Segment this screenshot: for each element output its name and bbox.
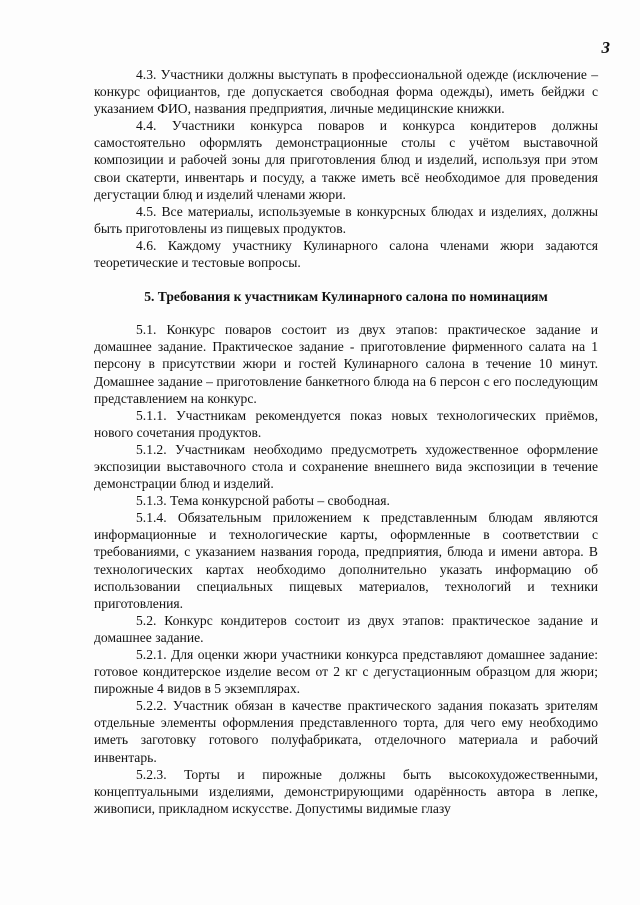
paragraph-5-2: 5.2. Конкурс кондитеров состоит из двух этапов: практическое задание и домашнее задание. [94,612,598,645]
paragraph-5-1: 5.1. Конкурс поваров состоит из двух этапов: практическое задание и домашнее задание. Практическое задание - приготовление фирменного салата на 1 персону в присутствии жюри и гостей Кулинарного салона в течение 10 минут. Домашнее задание – приготовление банкетного блюда на 6 персон с его последующим представлением на конкурс. [94,322,598,406]
paragraph-4-4: 4.4. Участники конкурса поваров и конкурса кондитеров должны самостоятельно оформлять демонстрационные столы с учётом выставочной композиции и рабочей зоны для приготовления блюд и изделий, используя при этом свои скатерти, инвентарь и посуду, а также иметь всё необходимое для проведения дегустации блюд и изделий членами жюри. [94,118,598,202]
paragraph-5-2-1: 5.2.1. Для оценки жюри участники конкурса представляют домашнее задание: готовое кондитерское изделие весом от 2 кг с дегустационным образцом для жюри; пирожные 4 видов в 5 экземплярах. [94,647,598,697]
section-5-heading: 5. Требования к участникам Кулинарного салона по номинациям [144,289,548,305]
paragraph-4-6: 4.6. Каждому участнику Кулинарного салона членами жюри задаются теоретические и тестовые вопросы. [94,237,598,271]
paragraph-5-2-2: 5.2.2. Участник обязан в качестве практического задания показать зрителям отдельные элементы оформления представленного торта, для чего ему необходимо иметь заготовку готового полуфабриката, отделочного материала и рабочий инвентарь. [94,698,598,765]
document-body [94,66,598,817]
paragraph-5-1-2: 5.1.2. Участникам необходимо предусмотреть художественное оформление экспозиции выставочного стола и сохранение внешнего вида экспозиции в течение демонстрации блюд и изделий. [94,441,598,492]
paragraph-5-2-3: 5.2.3. Торты и пирожные должны быть высокохудожественными, концептуальными изделиями, демонстрирующими одарённость автора в лепке, живописи, прикладном искусстве. Допустимы видимые глазу [94,766,598,816]
paragraph-4-3: 4.3. Участники должны выступать в профессиональной одежде (исключение – конкурс официантов, где допускается свободная форма одежды), иметь бейджи с указанием ФИО, названия предприятия, личные медицинские книжки. [94,67,598,117]
paragraph-5-1-1: 5.1.1. Участникам рекомендуется показ новых технологических приёмов, нового сочетания продуктов. [94,407,598,440]
paragraph-4-5: 4.5. Все материалы, используемые в конкурсных блюдах и изделиях, должны быть приготовлены из пищевых продуктов. [94,203,598,236]
paragraph-5-1-4: 5.1.4. Обязательным приложением к представленным блюдам являются информационные и технологические карты, оформленные в соответствии с требованиями, с указанием названия города, предприятия, блюда и имени автора. В технологических картах необходимо дополнительно указать информацию об использовании специальных пищевых материалов, технологий и техники приготовления. [94,510,598,611]
paragraph-5-1-3: 5.1.3. Тема конкурсной работы – свободная. [136,493,390,509]
page-number: 3 [601,38,610,57]
